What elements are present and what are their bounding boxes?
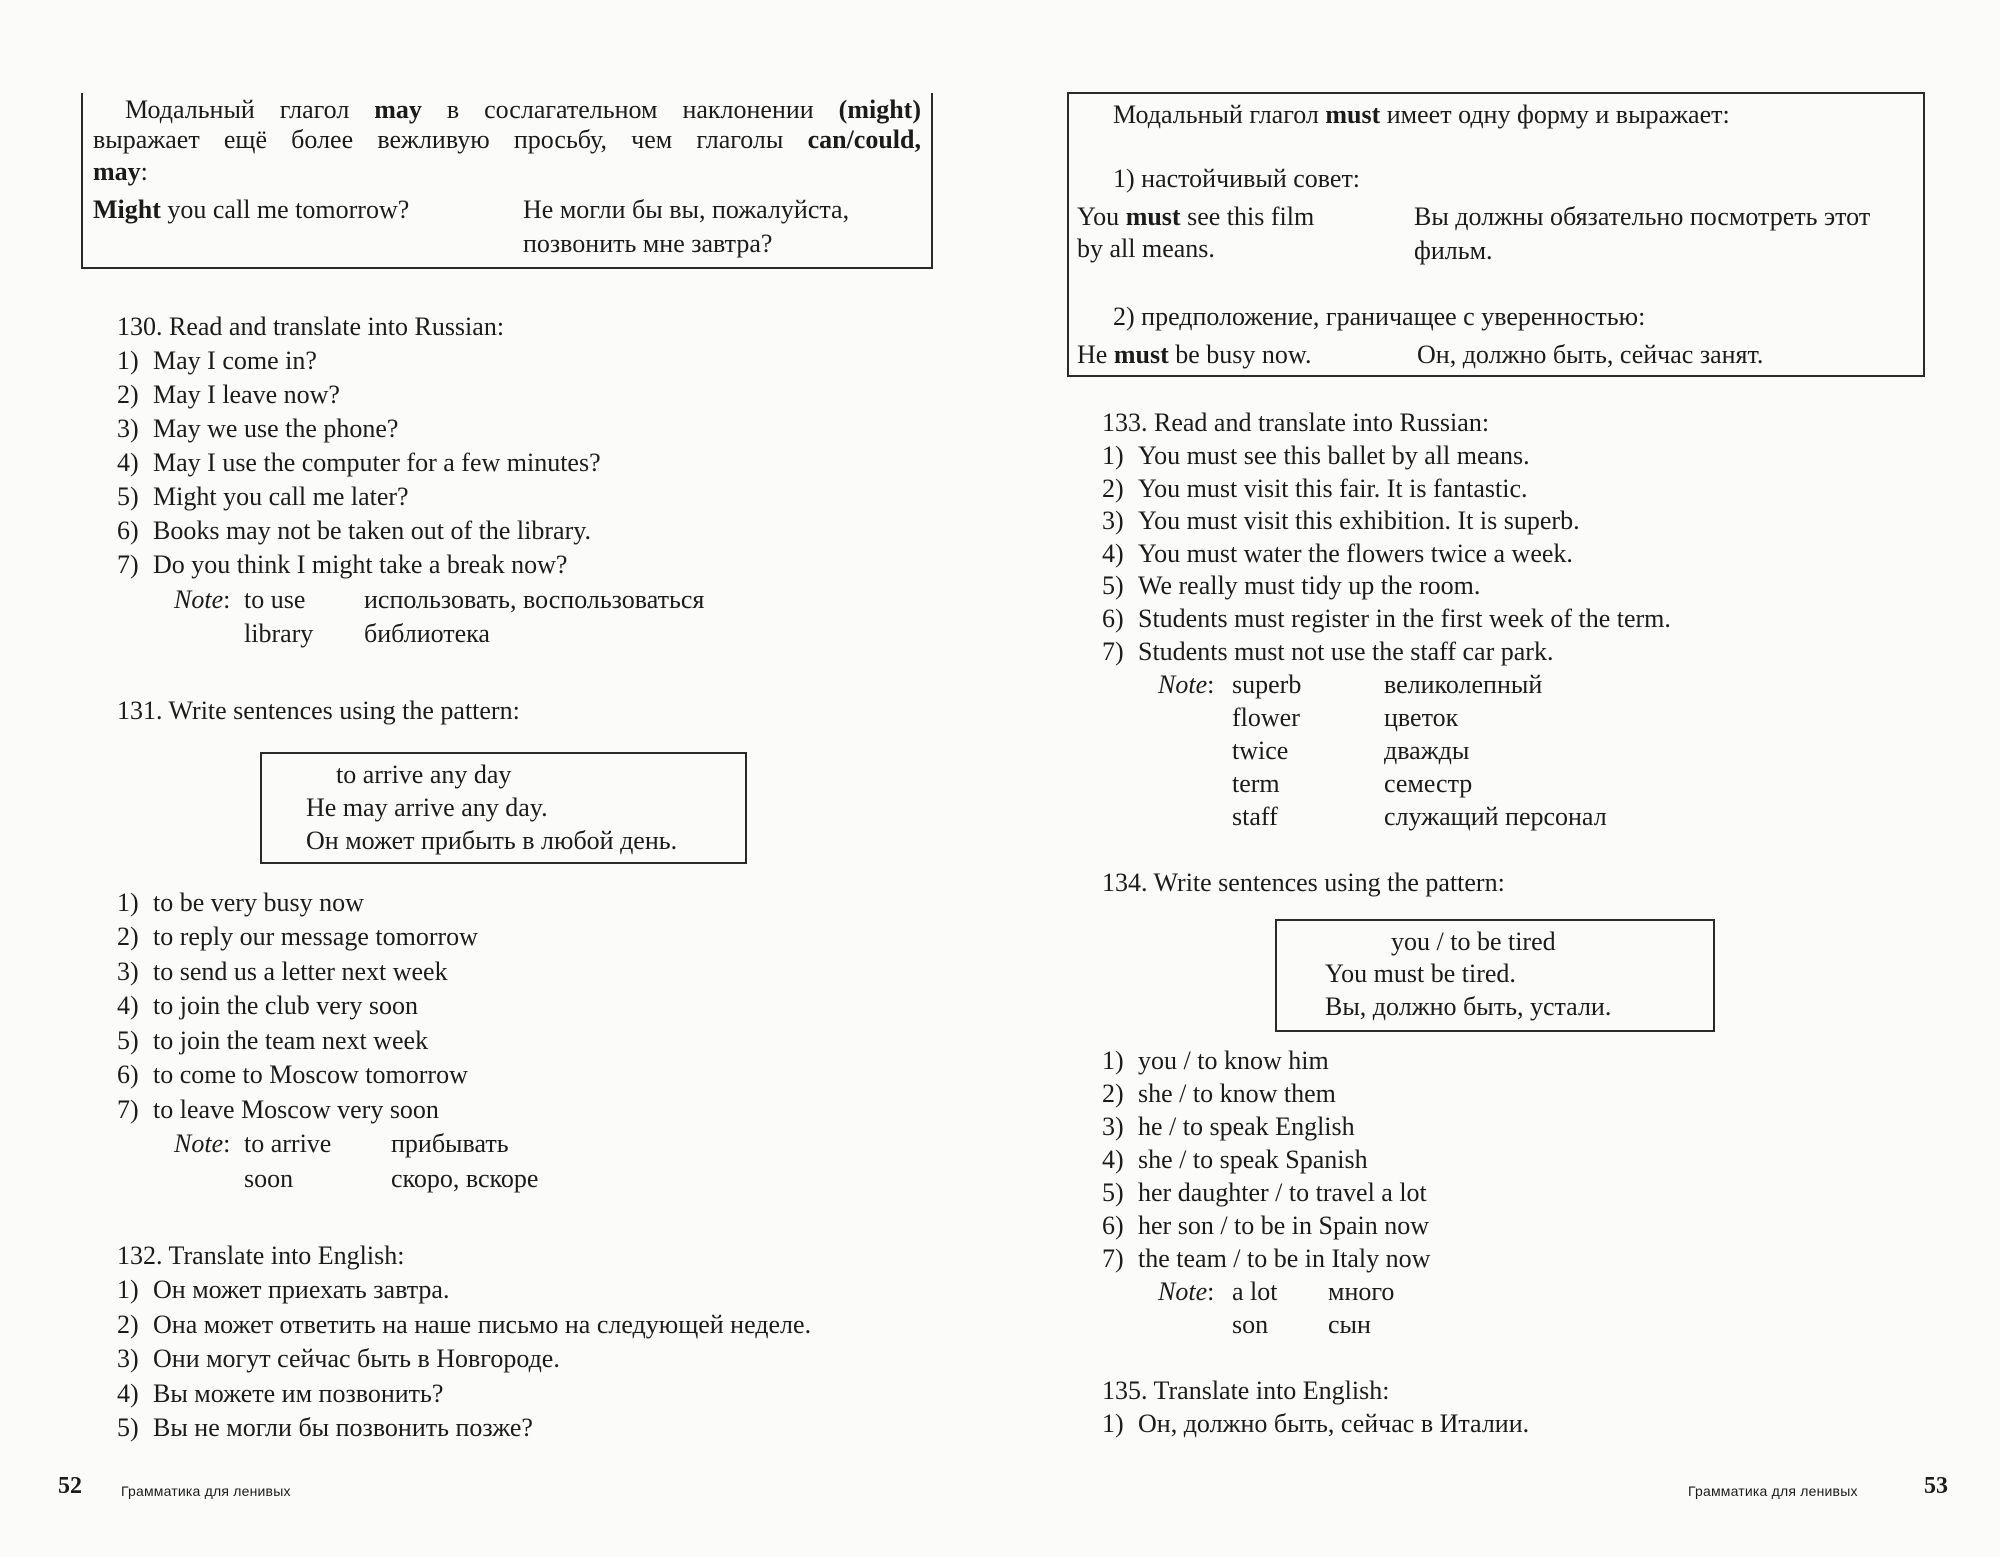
note-word: library — [244, 619, 314, 648]
exercise-135-heading: 135. Translate into English: — [1102, 1376, 1390, 1405]
note-translation: использовать, воспользоваться — [364, 585, 705, 614]
rule-example-1-en: You must see this film — [1077, 202, 1315, 231]
list-item: 1) You must see this ballet by all means. — [1102, 441, 1530, 470]
pattern-line: to arrive any day — [336, 760, 512, 789]
exercise-130-heading: 130. Read and translate into Russian: — [117, 312, 505, 341]
note-word: son — [1232, 1310, 1269, 1339]
rule-box-must — [1067, 92, 1925, 377]
rule-example-1-ru-1: Вы должны обязательно посмотреть этот — [1414, 202, 1871, 231]
list-item: 2) Она может ответить на наше письмо на следующей неделе. — [117, 1310, 812, 1339]
list-item: 1) Он, должно быть, сейчас в Италии. — [1102, 1409, 1530, 1438]
pattern-line: you / to be tired — [1391, 927, 1556, 956]
exercise-132-heading: 132. Translate into English: — [117, 1241, 405, 1270]
list-item: 7) to leave Moscow very soon — [117, 1095, 439, 1124]
note-word: flower — [1232, 703, 1300, 732]
list-item: 4) she / to speak Spanish — [1102, 1145, 1368, 1174]
rule-example-2-ru: Он, должно быть, сейчас занят. — [1417, 340, 1764, 369]
rule-point-1: 1) настойчивый совет: — [1113, 164, 1361, 193]
rule-example-ru-1: Не могли бы вы, пожалуйста, — [523, 195, 850, 224]
list-item: 1) May I come in? — [117, 346, 317, 375]
page-number: 52 — [58, 1473, 82, 1499]
note-translation: служащий персонал — [1384, 802, 1607, 831]
exercise-130-note-label: Note: — [174, 585, 231, 614]
exercise-133-note-label: Note: — [1158, 670, 1215, 699]
pattern-line: You must be tired. — [1325, 959, 1516, 988]
list-item: 2) You must visit this fair. It is fantastic. — [1102, 474, 1528, 503]
rule-line-1: Модальный глагол must имеет одну форму и выражает: — [1113, 100, 1730, 129]
exercise-133-heading: 133. Read and translate into Russian: — [1102, 408, 1490, 437]
note-translation: семестр — [1384, 769, 1473, 798]
list-item: 3) May we use the phone? — [117, 414, 399, 443]
list-item: 2) to reply our message tomorrow — [117, 922, 478, 951]
note-translation: великолепный — [1384, 670, 1543, 699]
list-item: 1) to be very busy now — [117, 888, 364, 917]
note-translation: сын — [1328, 1310, 1371, 1339]
rule-example-en: Might you call me tomorrow? — [93, 195, 410, 224]
list-item: 6) her son / to be in Spain now — [1102, 1211, 1430, 1240]
rule-example-1-ru-2: фильм. — [1414, 236, 1493, 265]
exercise-134-heading: 134. Write sentences using the pattern: — [1102, 868, 1505, 897]
pattern-box-134 — [1275, 919, 1715, 1032]
list-item: 2) she / to know them — [1102, 1079, 1336, 1108]
rule-point-2: 2) предположение, граничащее с уверенностью: — [1113, 302, 1646, 331]
exercise-134-note-label: Note: — [1158, 1277, 1215, 1306]
rule-example-ru-2: позвонить мне завтра? — [523, 229, 773, 258]
list-item: 4) You must water the flowers twice a week. — [1102, 539, 1573, 568]
list-item: 6) to come to Moscow tomorrow — [117, 1060, 468, 1089]
pattern-box-131 — [260, 752, 747, 864]
note-word: staff — [1232, 802, 1278, 831]
note-word: superb — [1232, 670, 1302, 699]
rule-line-3: may: — [93, 157, 148, 186]
list-item: 5) Вы не могли бы позвонить позже? — [117, 1413, 533, 1442]
list-item: 7) Students must not use the staff car park. — [1102, 637, 1554, 666]
list-item: 3) he / to speak English — [1102, 1112, 1355, 1141]
note-word: term — [1232, 769, 1280, 798]
note-translation: библиотека — [364, 619, 490, 648]
list-item: 3) Они могут сейчас быть в Новгороде. — [117, 1344, 560, 1373]
list-item: 4) Вы можете им позвонить? — [117, 1379, 444, 1408]
note-translation: много — [1328, 1277, 1395, 1306]
pattern-line: Он может прибыть в любой день. — [306, 826, 678, 855]
note-translation: цветок — [1384, 703, 1459, 732]
rule-example-1-en-2: by all means. — [1077, 234, 1215, 263]
rule-line-2: выражает ещё более вежливую просьбу, чем глаголы can/could, — [93, 125, 921, 154]
list-item: 7) the team / to be in Italy now — [1102, 1244, 1431, 1273]
list-item: 4) to join the club very soon — [117, 991, 419, 1020]
list-item: 5) Might you call me later? — [117, 482, 409, 511]
rule-example-2-en: He must be busy now. — [1077, 340, 1312, 369]
pattern-line: Вы, должно быть, устали. — [1325, 992, 1612, 1021]
rule-box-may — [81, 93, 933, 269]
exercise-131-heading: 131. Write sentences using the pattern: — [117, 696, 520, 725]
page-number: 53 — [1924, 1473, 1948, 1499]
list-item: 6) Books may not be taken out of the library. — [117, 516, 592, 545]
note-translation: прибывать — [391, 1129, 509, 1158]
page-right — [1000, 0, 2000, 1557]
list-item: 3) You must visit this exhibition. It is superb. — [1102, 506, 1580, 535]
list-item: 4) May I use the computer for a few minutes? — [117, 448, 601, 477]
list-item: 6) Students must register in the first week of the term. — [1102, 604, 1671, 633]
list-item: 3) to send us a letter next week — [117, 957, 448, 986]
exercise-131-note-label: Note: — [174, 1129, 231, 1158]
list-item: 2) May I leave now? — [117, 380, 340, 409]
note-word: twice — [1232, 736, 1289, 765]
list-item: 1) Он может приехать завтра. — [117, 1275, 450, 1304]
running-title: Грамматика для ленивых — [121, 1483, 291, 1499]
list-item: 5) We really must tidy up the room. — [1102, 571, 1481, 600]
pattern-line: He may arrive any day. — [306, 793, 548, 822]
note-word: to use — [244, 585, 306, 614]
note-translation: дважды — [1384, 736, 1470, 765]
list-item: 5) her daughter / to travel a lot — [1102, 1178, 1427, 1207]
rule-line-1: Модальный глагол may в сослагательном наклонении (might) — [125, 95, 921, 124]
note-word: to arrive — [244, 1129, 332, 1158]
list-item: 1) you / to know him — [1102, 1046, 1329, 1075]
note-word: soon — [244, 1164, 294, 1193]
list-item: 7) Do you think I might take a break now? — [117, 550, 568, 579]
note-translation: скоро, вскоре — [391, 1164, 539, 1193]
running-title: Грамматика для ленивых — [1688, 1483, 1858, 1499]
note-word: a lot — [1232, 1277, 1278, 1306]
list-item: 5) to join the team next week — [117, 1026, 429, 1055]
